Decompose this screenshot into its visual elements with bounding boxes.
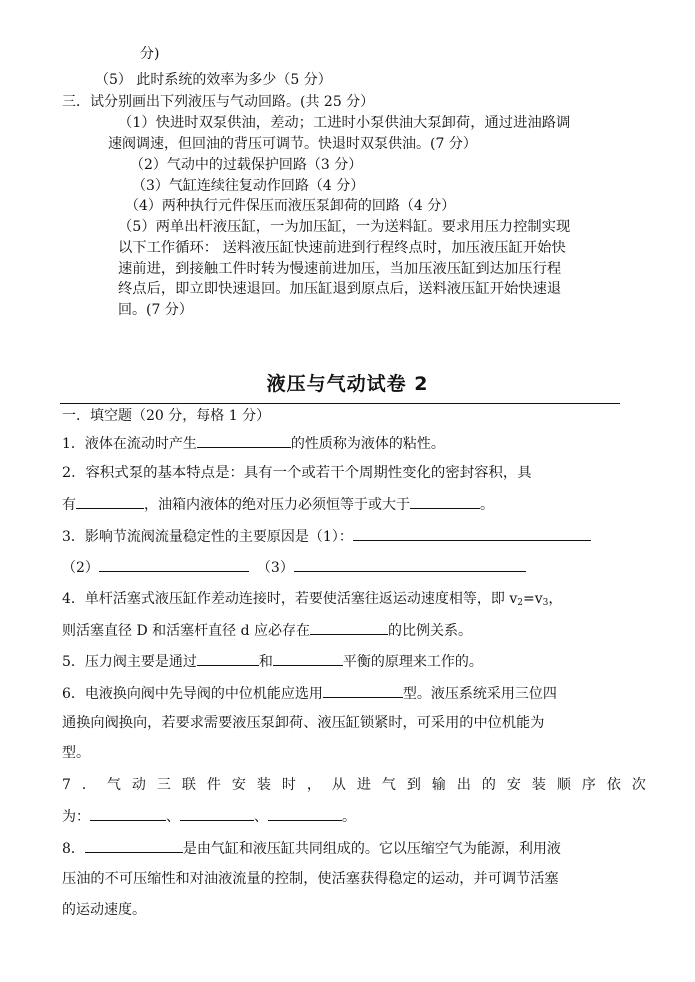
question-8-line-3: 的运动速度。 — [62, 902, 146, 918]
q5-blank-1[interactable] — [197, 651, 259, 666]
question-2-line-1: 2．容积式泵的基本特点是：具有一个或若干个周期性变化的密封容积，具 — [62, 465, 532, 481]
q2-text-c: 。 — [480, 497, 494, 513]
question-3-line-1 — [62, 526, 591, 547]
title-divider — [60, 403, 620, 404]
question-1 — [62, 433, 445, 454]
q7-sep-1: 、 — [166, 809, 180, 825]
question-4-line-1 — [62, 589, 562, 613]
q4-text-c: 的比例关系。 — [388, 623, 472, 639]
prev-item-1-line-2: 速阀调速，但回油的背压可调节。快退时双泵供油。(7 分） — [108, 136, 477, 152]
q3-text-a: 3．影响节流阀流量稳定性的主要原因是（1）： — [62, 529, 353, 545]
q8-text-b: 是由气缸和液压缸共同组成的。它以压缩空气为能源，利用液 — [182, 841, 561, 857]
section-3-heading: 三．试分别画出下列液压与气动回路。(共 25 分） — [62, 94, 375, 110]
q8-blank[interactable] — [85, 838, 183, 853]
q1-text-a: 1．液体在流动时产生 — [62, 436, 197, 452]
q3-text-b: （2） — [62, 560, 99, 576]
prev-item-2: （2）气动中的过载保护回路（3 分） — [130, 157, 363, 173]
q7-end: 。 — [342, 809, 356, 825]
prev-line-1: 分) — [140, 46, 160, 62]
q3-blank-1[interactable] — [353, 526, 591, 541]
q4-blank[interactable] — [310, 620, 388, 635]
q8-text-a: 8． — [62, 841, 85, 857]
q3-text-c: （3） — [256, 560, 294, 576]
q7-text-a: 为： — [62, 809, 90, 825]
q1-blank[interactable] — [197, 433, 291, 448]
question-7-line-2 — [62, 806, 356, 827]
question-8-line-2: 压油的不可压缩性和对油液流量的控制，使活塞获得稳定的运动，并可调节活塞 — [62, 871, 559, 887]
q4-end: ， — [548, 591, 563, 607]
q5-text-c: 平衡的原理来工作的。 — [342, 654, 483, 670]
question-4-line-2 — [62, 620, 472, 641]
q4-eq: =v — [523, 591, 543, 607]
q6-blank-1[interactable] — [323, 683, 403, 698]
q7-blank-1[interactable] — [90, 806, 166, 821]
q1-text-b: 的性质称为液体的粘性。 — [290, 436, 445, 452]
q7-blank-2[interactable] — [180, 806, 254, 821]
prev-item-5-line-2: 以下工作循环： 送料液压缸快速前进到行程终点时，加压液压缸开始快 — [118, 240, 566, 256]
question-6-line-2: 通换向阀换向，若要求需要液压泵卸荷、液压缸锁紧时，可采用的中位机能为 — [62, 715, 545, 731]
q5-blank-2[interactable] — [273, 651, 343, 666]
exam-title: 液压与气动试卷 2 — [266, 373, 429, 395]
prev-question-5: （5） 此时系统的效率为多少（5 分） — [95, 72, 332, 88]
q4-sub-1: 2 — [517, 598, 523, 608]
prev-item-3: （3）气缸连续往复动作回路（4 分） — [132, 178, 365, 194]
question-5 — [62, 651, 483, 672]
prev-item-5-line-3: 速前进，到接触工件时转为慢速前进加压，当加压液压缸到达加压行程 — [118, 261, 562, 277]
prev-item-5-line-5: 回。(7 分） — [118, 302, 193, 318]
q4-sub-2: 3 — [542, 598, 549, 608]
q4-text-a: 4．单杆活塞式液压缸作差动连接时，若要使活塞往返运动速度相等，即 v — [62, 591, 518, 607]
section-1-heading: 一．填空题（20 分，每格 1 分） — [62, 408, 271, 424]
q7-blank-3[interactable] — [268, 806, 342, 821]
q6-text-b: 型。液压系统采用三位四 — [402, 686, 557, 702]
q2-blank-2[interactable] — [410, 494, 480, 509]
question-3-line-2 — [62, 557, 526, 578]
question-8-line-1 — [62, 838, 561, 859]
question-6-line-1 — [62, 683, 557, 704]
question-7-line-1: 7．气动三联件安装时，从进气到输出的安装顺序依次 — [62, 777, 657, 793]
q7-sep-2: 、 — [254, 809, 268, 825]
prev-item-4: （4）两种执行元件保压而液压泵卸荷的回路（4 分） — [125, 198, 456, 214]
q5-text-b: 和 — [258, 654, 273, 670]
q5-text-a: 5．压力阀主要是通过 — [62, 654, 197, 670]
prev-item-5-line-4: 终点后，即立即快速退回。加压缸退到原点后，送料液压缸开始快速退 — [118, 281, 562, 297]
q6-text-a: 6．电液换向阀中先导阀的中位机能应选用 — [62, 686, 323, 702]
prev-item-1-line-1: （1）快进时双泵供油，差动；工进时小泵供油大泵卸荷，通过进油路调 — [118, 115, 571, 131]
q2-text-a: 有 — [62, 497, 76, 513]
q3-blank-3[interactable] — [294, 557, 526, 572]
question-2-line-2 — [62, 494, 494, 515]
q4-text-b: 则活塞直径 D 和活塞杆直径 d 应必存在 — [62, 623, 310, 639]
q2-blank-1[interactable] — [76, 494, 144, 509]
q3-blank-2[interactable] — [99, 557, 249, 572]
question-6-line-3: 型。 — [62, 745, 90, 761]
prev-item-5-line-1: （5）两单出杆液压缸，一为加压缸，一为送料缸。要求用压力控制实现 — [118, 219, 571, 235]
q2-text-b: ，油箱内液体的绝对压力必须恒等于或大于 — [144, 497, 410, 513]
